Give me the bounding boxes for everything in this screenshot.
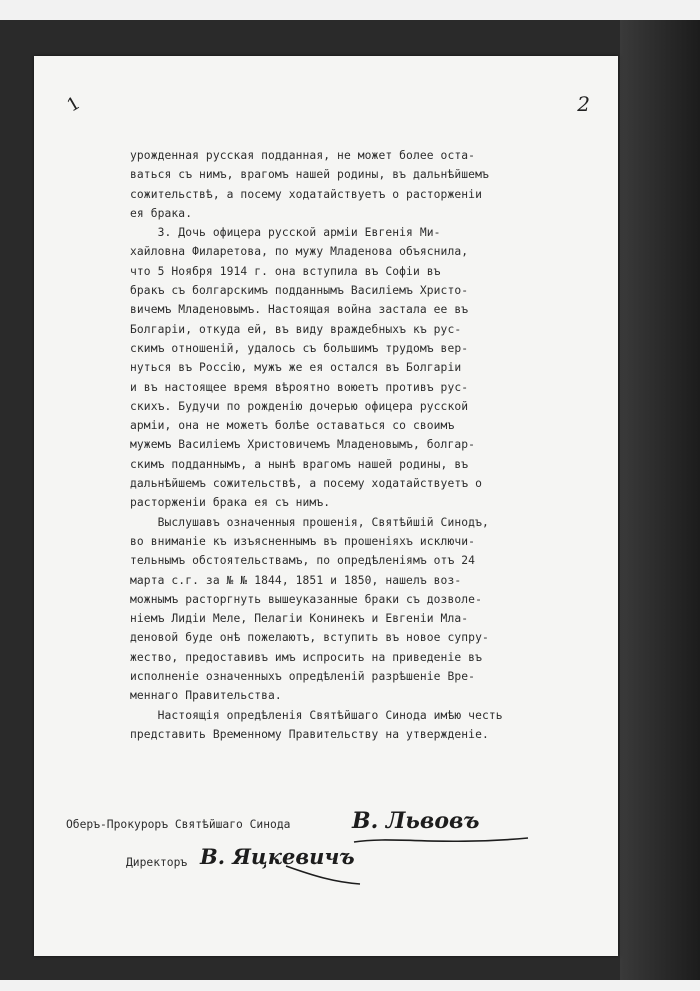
text-line: что 5 Ноября 1914 г. она вступила въ Софіи въ <box>130 264 441 278</box>
text-line: бракъ съ болгарскимъ подданнымъ Василіемъ Христо- <box>130 284 469 298</box>
text-line: представить Временному Правительству на утвержденіе. <box>130 727 489 741</box>
scan-shadow <box>620 20 700 980</box>
text-line: Болгаріи, откуда ей, въ виду враждебныхъ къ рус- <box>130 322 462 336</box>
scan-background <box>0 20 700 980</box>
text-line: жество, предоставивъ имъ испросить на приведеніе въ <box>130 650 482 664</box>
text-line: дальнѣйшемъ сожительствѣ, а посему ходатайствуетъ о <box>130 477 482 491</box>
text-line: Настоящія опредѣленія Святѣйшаго Синода имѣю честь <box>130 708 503 722</box>
document-body <box>130 146 630 744</box>
director-label: Директоръ <box>126 856 188 869</box>
text-line: скихъ. Будучи по рожденію дочерью офицера русской <box>130 399 469 413</box>
text-line: меннаго Правительства. <box>130 689 282 703</box>
text-line: 3. Дочь офицера русской арміи Евгенія Ми- <box>130 226 441 240</box>
text-line: скимъ подданнымъ, а нынѣ врагомъ нашей родины, въ <box>130 457 469 471</box>
text-line: ея брака. <box>130 206 193 220</box>
text-line: во вниманіе къ изъясненнымъ въ прошеніяхъ исключи- <box>130 534 476 548</box>
text-line: сожительствѣ, а посему ходатайствуетъ о расторженіи <box>130 187 482 201</box>
text-line: расторженіи брака ея съ нимъ. <box>130 496 331 510</box>
text-line: марта с.г. за № № 1844, 1851 и 1850, нашелъ воз- <box>130 573 462 587</box>
text-line: нуться въ Россію, мужъ же ея остался въ Болгаріи <box>130 361 462 375</box>
text-line: хайловна Филаретова, по мужу Младенова объяснила, <box>130 245 469 259</box>
text-line: тельнымъ обстоятельствамъ, по опредѣленіямъ отъ 24 <box>130 554 476 568</box>
director-signature: В. Яцкевичъ <box>200 844 355 869</box>
text-line: и въ настоящее время вѣроятно воюетъ противъ рус- <box>130 380 469 394</box>
ober-procurator-signature: В. Львовъ <box>352 808 480 834</box>
text-line: исполненіе означенныхъ опредѣленій разрѣшеніе Вре- <box>130 670 476 684</box>
document-page <box>34 56 618 956</box>
text-line: можнымъ расторгнуть вышеуказанные браки съ дозволе- <box>130 592 482 606</box>
text-line: ваться съ нимъ, врагомъ нашей родины, въ дальнѣйшемъ <box>130 168 489 182</box>
text-line: деновой буде онѣ пожелаютъ, вступить въ новое супру- <box>130 631 489 645</box>
text-line: арміи, она не можетъ болѣе оставаться со своимъ <box>130 419 455 433</box>
text-line: вичемъ Младеновымъ. Настоящая война застала ее въ <box>130 303 469 317</box>
director-flourish <box>284 862 364 888</box>
text-line: скимъ отношеній, удалось съ большимъ трудомъ вер- <box>130 341 469 355</box>
text-line: урожденная русская подданная, не может более оста- <box>130 149 476 162</box>
corner-mark: 1 <box>63 92 84 117</box>
text-line: мужемъ Василіемъ Христовичемъ Младеновымъ, болгар- <box>130 438 476 452</box>
signature-flourish <box>352 834 532 848</box>
text-line: ніемъ Лидіи Меле, Пелагіи Конинекъ и Евгеніи Мла- <box>130 612 469 626</box>
ober-procurator-label: Оберъ-Прокуроръ Святѣйшаго Синода <box>66 818 291 831</box>
text-line: Выслушавъ означенныя прошенія, Святѣйшій Синодъ, <box>130 515 489 529</box>
page-number: 2 <box>577 92 590 116</box>
